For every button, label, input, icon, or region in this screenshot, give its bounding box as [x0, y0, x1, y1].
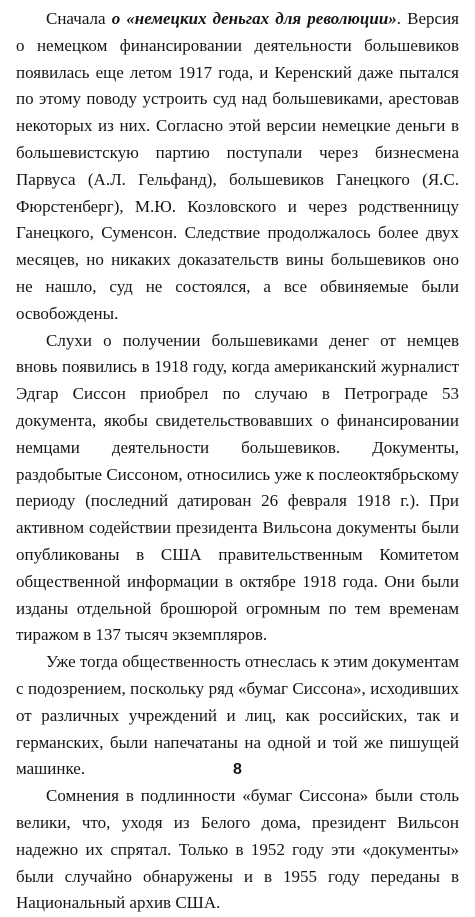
emphasis-german-money: о «немецких деньгах для революции» [111, 9, 397, 28]
paragraph-sisson-rumors: Слухи о получении большевиками денег от немцев вновь появились в 1918 году, когда американский журналист Эдгар Сиссон приобрел по случаю в Петрограде 53 документа, якобы свидетельствовавших о финансировании немцами деятельности большевиков. Документы, раздобытые Сиссоном, относились уже к послеоктябрьскому периоду (последний датирован 26 февраля 1918 г.). При активном содействии президента Вильсона документы были опубликованы в США правительственным Комитетом общественной информации в октябре 1918 года. Они были изданы отдельной брошюрой огромным по тем временам тиражом в 137 тысяч экземпляров. [16, 330, 459, 645]
book-page [16, 6, 459, 913]
paragraph-lead: Сначала [46, 9, 112, 28]
paragraph-doubts-authenticity: Сомнения в подлинности «бумаг Сиссона» были столь велики, что, уходя из Белого дома, президент Вильсон надежно их спрятал. Только в 1952 году эти «документы» были случайно обнаружены и в 1955 году переданы в Национальный архив США. [16, 786, 459, 913]
paragraph-german-money [16, 6, 459, 328]
page-number: 8 [233, 761, 242, 778]
paragraph-text: . Версия о немецком финансировании деятельности большевиков появилась еще летом 1917 года, и Керенский даже пытался по этому поводу устроить суд над большевиками, арестовав некоторых из них. Согласно этой версии немецкие деньги в большевистскую партию поступали через бизнесмена Парвуса (А.Л. Гельфанд), большевиков Ганецкого (Я.С. Фюрстенберг), М.Ю. Козловского и через родственницу Ганецкого, Суменсон. Следствие продолжалось более двух месяцев, но никаких доказательств вины большевиков оно не нашло, суд не состоялся, а все обвиняемые были освобождены. [16, 9, 459, 323]
paragraph-public-suspicion: Уже тогда общественность отнеслась к этим документам с подозрением, поскольку ряд «бумаг Сиссона», исходивших от различных учреждений и лиц, как российских, так и германских, были напечатаны на одной и той же пишущей машинке. [16, 652, 459, 779]
